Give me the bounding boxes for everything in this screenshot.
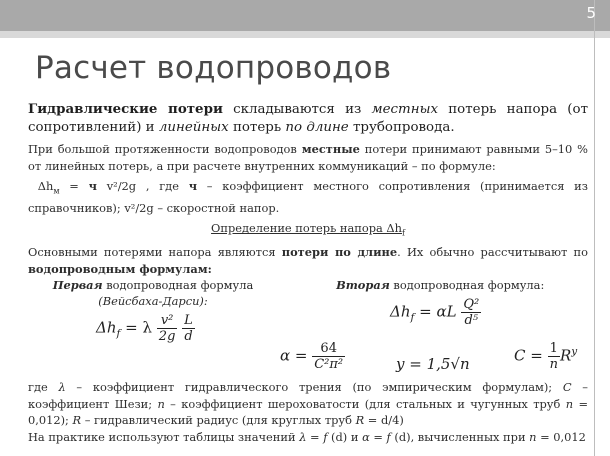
where-italic-4: n [565,396,574,411]
first-formula-subtitle [28,293,278,309]
local-losses-paragraph [28,141,588,174]
formulas-block [28,277,588,377]
chezy-num: 1 [548,341,560,357]
where-text-2: – коэффициент гидравлического трения (по эмпирическим формулам); [65,380,563,395]
local-formula-lhs-sub: м [53,186,60,196]
definition-text: Определение потерь напора Δh [211,221,402,236]
intro-italic-2: линейных [158,120,229,135]
local-formula-coef-2: ч [188,179,198,193]
second-lhs: Δh [390,302,411,321]
where-italic-3: n [157,396,165,411]
second-formula-title [318,277,588,293]
practice-text-2: (d) и [327,429,363,444]
definition-sub: f [402,228,405,238]
darcy-num-1: v² [157,313,178,329]
intro-text-3: потерь [228,120,286,135]
darcy-formula [96,313,195,344]
practice-text-4: = 0,012 [536,429,586,444]
definition-heading [28,220,588,242]
darcy-lhs-sub: f [116,327,121,340]
alpha-num: 64 [312,341,345,357]
second-eq: = αL [414,302,457,321]
practice-italic-1: λ = f [299,429,328,444]
alpha-lhs: α = [280,346,313,365]
practice-paragraph [28,429,588,446]
practice-text-3: (d), вычисленных при [390,429,530,444]
local-formula-lhs: Δh [37,179,54,193]
alpha-fraction [312,341,345,372]
where-italic-5: R [72,413,82,428]
local-formula-coef: ч [88,179,97,193]
where-text-3: – коэффициент Шези; [28,380,589,411]
where-text-6: – гидравлический радиус (для круглых труб [81,413,356,428]
where-text-7: = d/4) [364,413,404,428]
where-italic-2: C [562,380,572,395]
y-expr: y = 1,5√n [396,355,470,374]
where-text-5: = 0,012); [28,396,588,428]
alpha-den: C²π² [314,357,344,373]
where-text-1: где [28,380,59,395]
darcy-fraction-1 [157,313,178,344]
chezy-lhs: C = [514,346,548,365]
slide-content [28,100,588,445]
local-bold-1: местные [301,142,360,156]
second-lhs-sub: f [410,311,415,324]
y-formula [396,355,470,373]
second-num: Q² [463,297,480,313]
darcy-lhs: Δh [96,318,117,337]
local-text-1: При большой протяженности водопроводов [28,142,302,156]
chezy-r: R [559,346,572,365]
darcy-den-2: d [184,329,193,345]
local-text-2: потери принимают равными 5–10 % от линейных потерь, а при расчете внутренних коммуникаций – по формуле: [28,142,588,173]
chezy-den: n [549,357,558,373]
first-formula-title [28,277,278,293]
practice-text-1: На практике используют таблицы значений [28,429,300,444]
local-formula-eq: = [59,179,89,193]
page-number: 5 [586,4,596,22]
top-bar-shadow [0,31,610,38]
darcy-num-2: L [184,313,193,329]
darcy-eq: = λ [120,318,153,337]
intro-italic-1: местных [371,102,439,117]
top-bar [0,0,610,31]
first-formula-darcy: (Вейсбаха-Дарси): [98,294,208,309]
chezy-r-sup: y [571,345,578,358]
main-losses-text-2: . Их обычно рассчитывают по [397,245,588,260]
chezy-fraction [548,341,560,372]
darcy-den-1: 2g [158,329,176,345]
main-losses-text-1: Основными потерями напора являются [28,245,282,260]
second-den: d⁵ [464,313,479,329]
intro-text-4: трубопровода. [348,120,455,135]
main-losses-bold-2: водопроводным формулам: [28,261,212,276]
practice-italic-3: n [529,429,537,444]
local-formula-text-2: – коэффициент местного сопротивления (принимается из справочников); v²/2g – скоростной напор. [28,179,588,215]
second-formula-text: водопроводная формула: [389,278,545,293]
first-formula-bold: Первая [52,278,103,293]
where-paragraph [28,379,588,429]
intro-text-2: потерь напора (от сопротивлений) и [28,102,588,135]
intro-bold-1: Гидравлические потери [28,101,223,117]
practice-italic-2: α = f [362,429,391,444]
second-formula [390,297,481,328]
second-fraction [461,297,481,328]
first-formula-text: водопроводная формула [102,278,254,293]
main-losses-bold-1: потери по длине [281,245,398,260]
right-divider-line [594,0,595,456]
second-formula-header [318,277,588,293]
second-formula-bold: Вторая [336,278,390,293]
where-text-4: – коэффициент шероховатости (для стальных и чугунных труб [164,396,566,411]
intro-italic-3: по длине [285,120,349,135]
main-losses-paragraph [28,244,588,277]
intro-text-1: складываются из [222,102,372,117]
darcy-fraction-2 [182,313,195,344]
where-italic-6: R [355,413,365,428]
intro-paragraph [28,100,588,137]
alpha-formula [280,341,345,372]
local-formula-text-1: v²/2g , где [96,179,189,193]
first-formula-header [28,277,278,309]
local-formula-paragraph [28,178,588,216]
where-italic-1: λ [58,380,66,395]
slide-title: Расчет водопроводов [35,50,392,86]
chezy-formula [514,341,577,372]
